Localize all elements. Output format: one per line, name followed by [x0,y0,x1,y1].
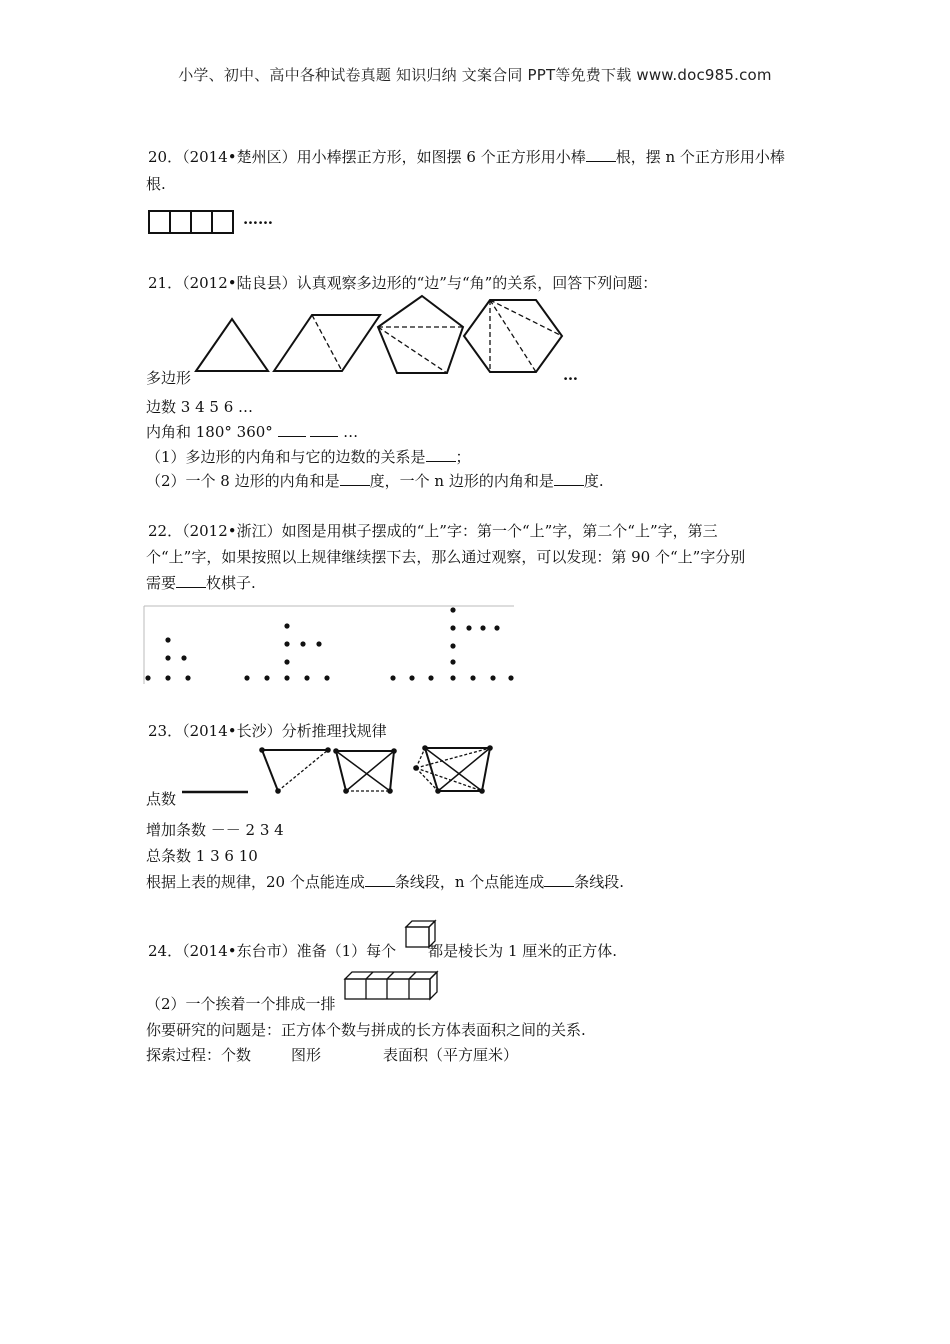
q23-point [422,745,428,751]
q22-chess-dot [324,675,329,680]
q24-line4-text-a: 探索过程：个数 [146,1046,252,1064]
q23-point [391,748,397,754]
q22-chess-dot [450,625,455,630]
q22-line1 [148,518,718,544]
q23-conclusion-b: 条线段，n 个点能连成 [394,873,545,891]
q23-segment [390,751,394,791]
q23-stem-line [148,718,387,744]
q24-cuboid-side [430,972,437,999]
q22-chess-dot [508,675,513,680]
q22-chess-dot [409,675,414,680]
q23-source: （2014•长沙） [182,722,282,740]
q24-cube-divider [409,972,416,979]
q23-new-segment [416,748,425,768]
q24-line2: （2）一个挨着一个排成一排 [146,995,336,1013]
q24-cube-side [429,921,435,947]
q24-cuboid-figure [343,970,439,1002]
q24-cube-divider [387,972,394,979]
q22-blank [176,571,206,588]
q21-polygon-ellipsis: … [563,366,578,384]
q21-angle-sum-row [146,419,358,445]
q22-chess-dot [466,625,471,630]
q23-new-segment [278,750,328,791]
q22-chess-dot [304,675,309,680]
q23-point [275,788,281,794]
q23-point [413,765,419,771]
q22-number: 22． [148,522,183,540]
q21-blank-sub1 [426,445,456,462]
q22-chess-dot [284,641,289,646]
q20-text-b: 根，摆 n 个正方形用小棒 [615,148,785,166]
q24-line3: 你要研究的问题是：正方体个数与拼成的长方体表面积之间的关系. [146,1021,586,1039]
q23-point [435,788,441,794]
q21-number: 21． [148,274,183,292]
q23-lines-figure [178,742,498,802]
q22-chess-dot [244,675,249,680]
q20-number: 20． [148,148,183,166]
q20-text-a: 用小棒摆正方形，如图摆 6 个正方形用小棒 [296,148,586,166]
q21-stem: 认真观察多边形的“边”与“角”的关系，回答下列问题： [296,274,658,292]
q22-line3 [146,570,256,596]
q23-point [259,747,265,753]
q23-segment [346,751,394,791]
q22-chess-dot [300,641,305,646]
q23-point [333,748,339,754]
q21-parallelogram [274,315,380,371]
q24-line1 [148,938,617,964]
q22-chess-dot [284,675,289,680]
q23-conclusion-c: 条线段. [574,873,625,891]
q21-pentagon [378,296,463,373]
q23-point [479,788,485,794]
q22-chess-dot [264,675,269,680]
q21-sub2-text-c: 度. [583,472,604,490]
q22-chess-dot [470,675,475,680]
page-header: 小学、初中、高中各种试卷真题 知识归纳 文案合同 PPT等免费下载 www.doc985.com [178,66,772,84]
q21-source: （2012•陆良县） [182,274,297,292]
q23-point [387,788,393,794]
q24-cube-front [406,927,429,947]
q23-conclusion [146,869,624,895]
q22-dots-figure [144,604,516,688]
q21-polygon-row-label: 多边形 [146,369,192,387]
q21-sub2-text-a: （2）一个 8 边形的内角和是 [146,472,340,490]
q24-cube-icon [404,918,438,950]
q20-ellipsis: …… [243,210,273,228]
q24-line4-text-c: 表面积（平方厘米） [383,1046,519,1064]
q21-blank-angle-5 [278,420,306,437]
q21-blank-sub2-2 [554,469,584,486]
q22-chess-dot [450,675,455,680]
q22-line2: 个“上”字，如果按照以上规律继续摆下去，那么通过观察，可以发现：第 90 个“上”字分别 [146,548,746,566]
q23-stem: 分析推理找规律 [281,722,387,740]
q21-parallelogram-diagonal [312,315,342,371]
q24-number: 24． [148,942,183,960]
q22-chess-dot [284,623,289,628]
q23-segment [425,748,482,791]
q22-chess-dot [428,675,433,680]
q24-source: （2014•东台市） [182,942,297,960]
q22-chess-dot [450,607,455,612]
q23-added-row: 增加条数 －－ 2 3 4 [146,821,284,839]
q23-blank-2 [544,870,574,887]
q22-line1-text: 如图是用棋子摆成的“上”字：第一个“上”字，第二个“上”字，第三 [281,522,718,540]
q22-chess-dot [450,643,455,648]
q24-line4 [146,1042,518,1068]
q23-conclusion-a: 根据上表的规律，20 个点能连成 [146,873,365,891]
q22-chess-dot [165,655,170,660]
q23-point [343,788,349,794]
q21-blank-sub2-1 [340,469,370,486]
q22-chess-dot [165,675,170,680]
q22-shang-1 [145,637,190,680]
q22-chess-dot [390,675,395,680]
q20-source: （2014•楚州区） [182,148,297,166]
q22-chess-dot [145,675,150,680]
q24-line1-text-b: 都是棱长为 1 厘米的正方体. [428,942,618,960]
q20-blank-1 [586,145,616,162]
q23-blank-1 [365,870,395,887]
q22-chess-dot [181,655,186,660]
q21-sub1-end: ； [455,448,471,466]
q22-source: （2012•浙江） [182,522,282,540]
q24-line4-text-b: 图形 [291,1046,322,1064]
q22-line3-text-b: 枚棋子. [206,574,256,592]
q22-chess-dot [316,641,321,646]
q21-sub1-text: （1）多边形的内角和与它的边数的关系是 [146,448,426,466]
q20-line2: 根. [146,175,166,193]
q22-line3-text-a: 需要 [146,574,177,592]
q21-triangle [196,319,268,371]
q21-sub1 [146,444,471,470]
q21-sub2-text-b: 度，一个 n 边形的内角和是 [369,472,554,490]
q22-chess-dot [494,625,499,630]
q21-polygons-figure [190,292,570,382]
q22-chess-dot [185,675,190,680]
q21-angle-sum-suffix: … [343,423,359,441]
q22-chess-dot [490,675,495,680]
q22-chess-dot [450,659,455,664]
q23-point [325,747,331,753]
q20-line1 [148,144,785,170]
q22-chess-dot [480,625,485,630]
q21-sub2 [146,468,604,494]
q24-cube-divider [366,972,373,979]
q23-total-row: 总条数 1 3 6 10 [146,847,258,865]
q22-shang-2 [244,623,329,680]
q22-shang-3 [390,607,513,680]
q24-line1-text-a: 准备（1）每个 [296,942,397,960]
q23-segment [262,750,278,791]
q23-number: 23． [148,722,183,740]
q21-angle-sum-prefix: 内角和 180° 360° [146,423,273,441]
q22-chess-dot [165,637,170,642]
q21-sides-row: 边数 3 4 5 6 … [146,398,254,416]
q21-blank-angle-6 [310,420,338,437]
q22-chess-dot [284,659,289,664]
q23-points-row: 点数 [146,790,177,808]
q23-point [487,745,493,751]
q23-new-segment [416,768,482,791]
